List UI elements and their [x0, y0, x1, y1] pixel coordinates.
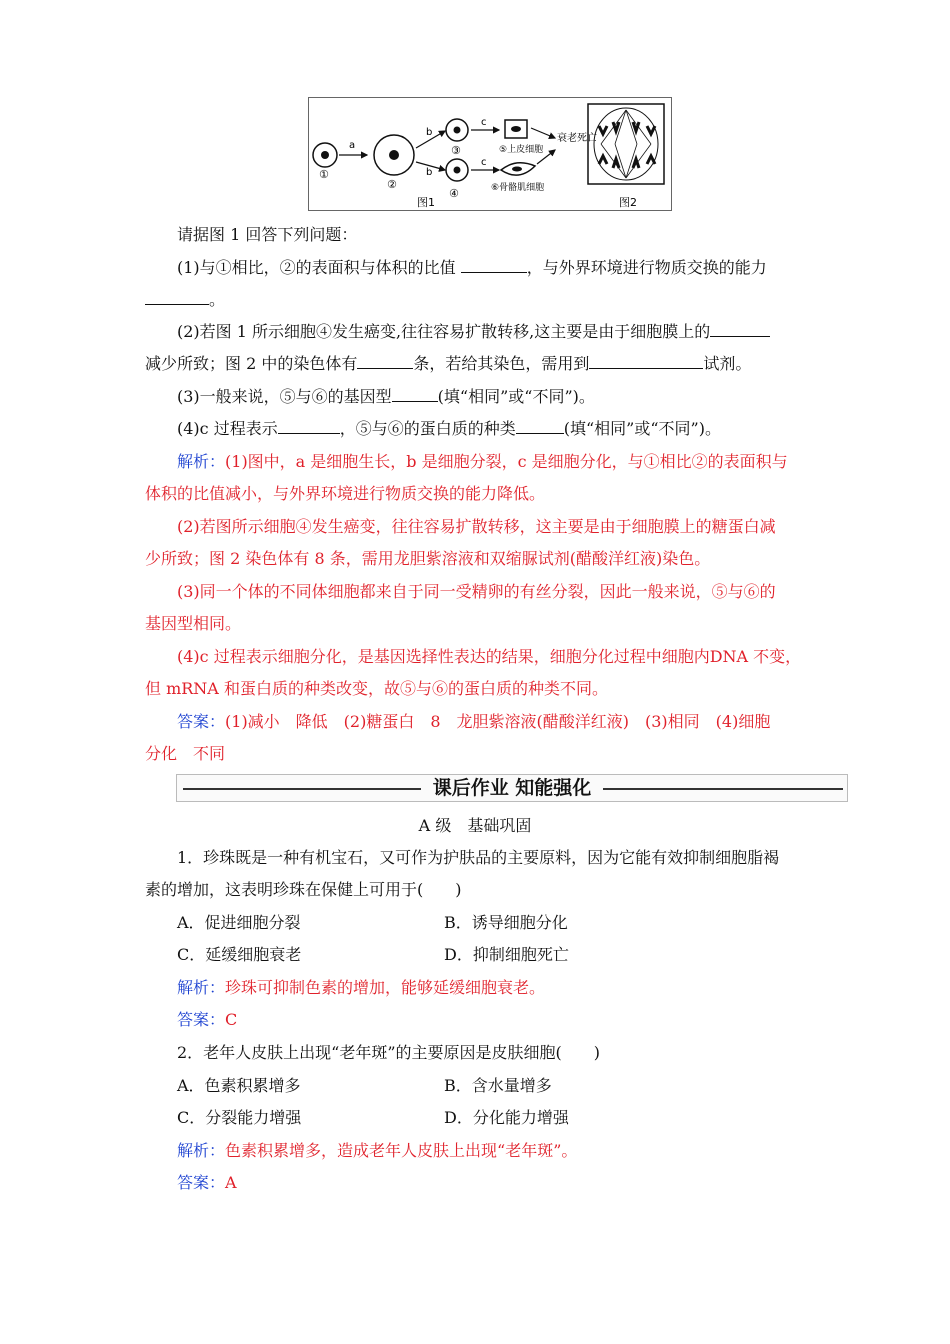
question-1: (1)与①相比，②的表面积与体积的比值 ，与外界环境进行物质交换的能力: [177, 258, 767, 277]
problem-2-option-c[interactable]: C．分裂能力增强: [177, 1108, 302, 1127]
analysis-2-cont: 少所致；图 2 染色体有 8 条，需用龙胆紫溶液和双缩脲试剂(醋酸洋红液)染色。: [145, 549, 711, 568]
svg-text:①: ①: [319, 168, 329, 181]
analysis-1: 解析：(1)图中，a 是细胞生长，b 是细胞分裂，c 是细胞分化，与①相比②的表面积与: [177, 452, 788, 471]
caption-fig1: 图1: [417, 196, 435, 209]
svg-text:⑥骨骼肌细胞: ⑥骨骼肌细胞: [491, 183, 545, 193]
problem-1-option-b[interactable]: B．诱导细胞分化: [444, 913, 568, 932]
analysis-1-cont: 体积的比值减小，与外界环境进行物质交换的能力降低。: [145, 484, 546, 503]
question-2-cont: 减少所致；图 2 中的染色体有 条，若给其染色，需用到 试剂。: [145, 354, 752, 373]
label-b-lower: b: [426, 167, 433, 178]
figure-cell-diagram: [308, 97, 672, 211]
label-a: a: [349, 140, 356, 151]
section-banner: [176, 774, 848, 802]
svg-text:④: ④: [449, 187, 459, 200]
problem-2-option-d[interactable]: D．分化能力增强: [444, 1108, 569, 1127]
level-heading: A 级 基础巩固: [418, 816, 532, 835]
intro-text: 请据图 1 回答下列问题：: [177, 225, 358, 244]
analysis-2: (2)若图所示细胞④发生癌变，往往容易扩散转移，这主要是由于细胞膜上的糖蛋白减: [177, 517, 776, 536]
mitosis-figure: [588, 104, 664, 184]
analysis-3: (3)同一个体的不同体细胞都来自于同一受精卵的有丝分裂，因此一般来说，⑤与⑥的: [177, 582, 776, 601]
answer-block-cont: 分化 不同: [145, 744, 226, 763]
problem-2-stem: 2．老年人皮肤上出现“老年斑”的主要原因是皮肤细胞( ): [177, 1043, 601, 1062]
answer-label: 答案：: [177, 712, 226, 731]
blank-q1-a[interactable]: [461, 258, 527, 273]
blank-q2-b[interactable]: [357, 354, 413, 369]
blank-q4-b[interactable]: [516, 419, 564, 434]
skeletal-muscle-cell: [491, 163, 544, 193]
section-title: 课后作业 知能强化: [427, 777, 598, 799]
cell-1: [313, 143, 337, 181]
question-1-cont: 。: [145, 290, 815, 310]
cell-diagram-svg: [309, 98, 671, 210]
problem-1-stem: 1．珍珠既是一种有机宝石，又可作为护肤品的主要原料，因为它能有效抑制细胞脂褐: [177, 848, 780, 867]
problem-2-answer: 答案：A: [177, 1173, 237, 1192]
label-c-lower: c: [481, 157, 487, 168]
blank-q3[interactable]: [392, 387, 438, 402]
label-c-upper: c: [481, 117, 487, 128]
blank-q4-a[interactable]: [278, 419, 340, 434]
analysis-4-cont: 但 mRNA 和蛋白质的种类改变，故⑤与⑥的蛋白质的种类不同。: [145, 679, 608, 698]
problem-2-option-b[interactable]: B．含水量增多: [444, 1076, 552, 1095]
problem-1-option-c[interactable]: C．延缓细胞衰老: [177, 945, 302, 964]
svg-text:②: ②: [387, 178, 397, 191]
epithelial-cell: [499, 120, 543, 155]
problem-1-stem-cont: 素的增加，这表明珍珠在保健上可用于( ): [145, 880, 462, 899]
problem-2-option-a[interactable]: A．色素积累增多: [177, 1076, 301, 1095]
problem-2-analysis: 解析：色素积累增多，造成老年人皮肤上出现“老年斑”。: [177, 1141, 578, 1160]
analysis-4: (4)c 过程表示细胞分化，是基因选择性表达的结果，细胞分化过程中细胞内DNA 不变，: [177, 647, 802, 666]
cell-3: [446, 119, 468, 141]
problem-1-option-a[interactable]: A．促进细胞分裂: [177, 913, 301, 932]
question-2: (2)若图 1 所示细胞④发生癌变,往往容易扩散转移,这主要是由于细胞膜上的: [177, 322, 847, 342]
label-b-upper: b: [426, 127, 433, 138]
fate-label: 衰老死亡: [557, 133, 597, 144]
blank-q1-b[interactable]: [145, 290, 209, 305]
analysis-label: 解析：: [177, 452, 226, 471]
problem-1-option-d[interactable]: D．抑制细胞死亡: [444, 945, 569, 964]
cell-2: [374, 135, 414, 191]
problem-1-analysis: 解析：珍珠可抑制色素的增加，能够延缓细胞衰老。: [177, 978, 546, 997]
caption-fig2: 图2: [619, 196, 637, 209]
cell-3-label: ③: [451, 144, 461, 157]
question-4: (4)c 过程表示 ，⑤与⑥的蛋白质的种类 (填“相同”或“不同”)。: [177, 419, 721, 438]
problem-1-answer: 答案：C: [177, 1010, 238, 1029]
blank-q2-c[interactable]: [589, 354, 703, 369]
question-3: (3)一般来说，⑤与⑥的基因型 (填“相同”或“不同”)。: [177, 387, 595, 406]
cell-4: [446, 159, 468, 200]
svg-text:⑤上皮细胞: ⑤上皮细胞: [499, 145, 544, 155]
answer-block: 答案：(1)减小 降低 (2)糖蛋白 8 龙胆紫溶液(醋酸洋红液) (3)相同 (4)细胞: [177, 712, 771, 731]
blank-q2-a[interactable]: [710, 322, 770, 337]
analysis-3-cont: 基因型相同。: [145, 614, 242, 633]
